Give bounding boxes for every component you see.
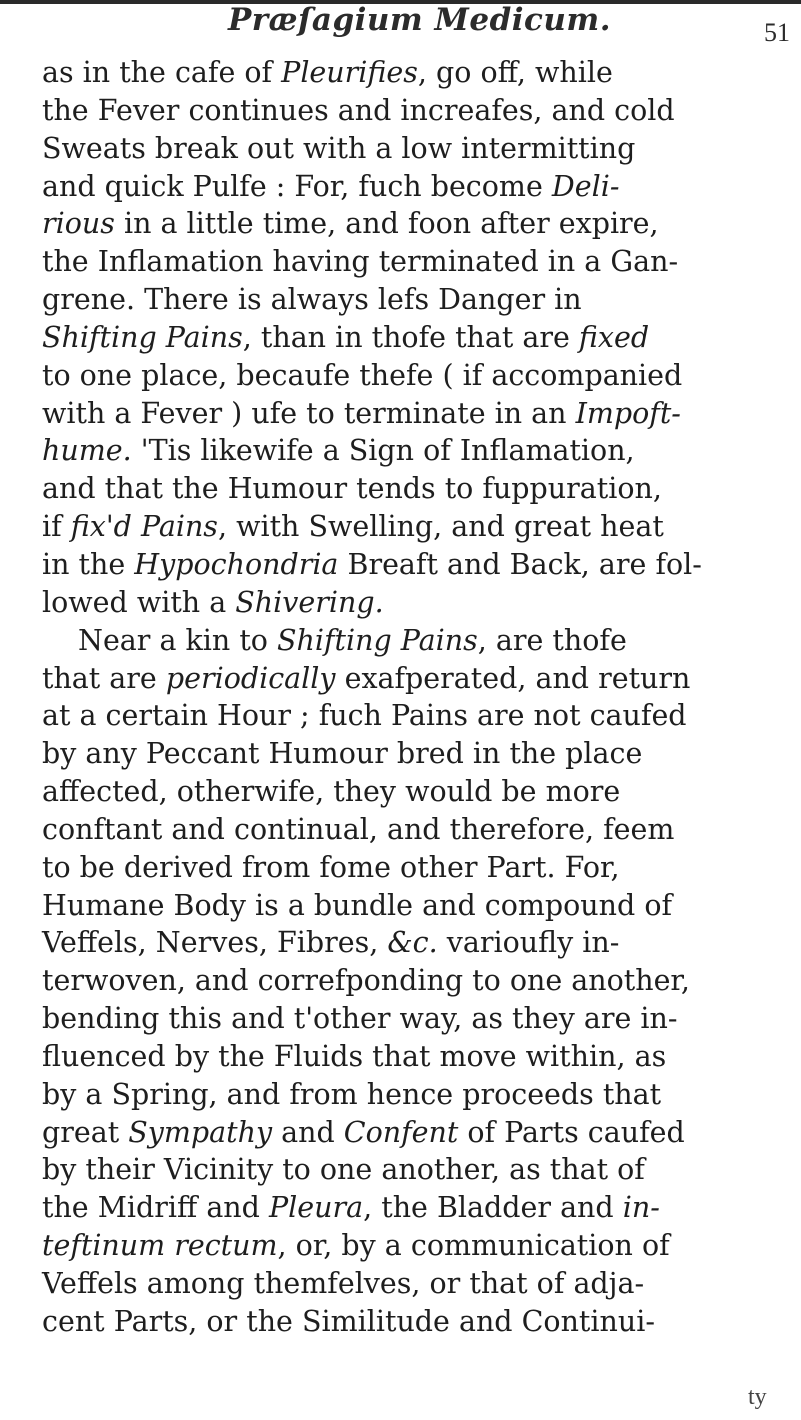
- text-run: conftant and continual, and therefore, feem: [42, 812, 675, 846]
- text-line: [42, 92, 772, 130]
- text-line: [42, 1303, 772, 1341]
- italic-run: Hypochondria: [134, 547, 339, 581]
- text-run: and that the Humour tends to fuppuration,: [42, 472, 662, 506]
- text-run: and quick Pulfe : For, fuch become: [42, 169, 552, 203]
- text-line: [42, 470, 772, 508]
- text-run: great: [42, 1115, 129, 1149]
- catchword: ty: [748, 1384, 767, 1410]
- text-run: of Parts caufed: [458, 1115, 685, 1149]
- text-run: Humane Body is a bundle and compound of: [42, 888, 673, 922]
- text-run: , go off, while: [417, 56, 613, 89]
- text-run: in the: [42, 547, 135, 581]
- text-line: [42, 962, 772, 1000]
- text-run: varioufly in-: [437, 926, 620, 960]
- text-line: [42, 168, 772, 206]
- text-line: [42, 508, 772, 546]
- italic-run: Deli-: [551, 169, 620, 203]
- text-run: the Fever continues and increafes, and cold: [42, 93, 675, 127]
- body-text: [42, 54, 772, 1341]
- italic-run: Shifting Pains: [277, 623, 478, 657]
- italic-run: fix'd Pains: [70, 510, 218, 544]
- text-line: [42, 887, 772, 925]
- text-line: [42, 811, 772, 849]
- text-run: grene. There is always lefs Danger in: [42, 283, 582, 317]
- page-number: 51: [764, 18, 790, 47]
- paragraph-start-line: [42, 622, 772, 660]
- text-run: affected, otherwife, they would be more: [42, 775, 621, 809]
- text-run: , the Bladder and: [363, 1191, 623, 1225]
- text-run: Breaft and Back, are fol-: [338, 547, 702, 581]
- text-line: [42, 357, 772, 395]
- text-run: to one place, becaufe thefe ( if accompanied: [42, 358, 683, 392]
- text-run: lowed with a: [42, 585, 236, 619]
- text-run: by a Spring, and from hence proceeds that: [42, 1077, 662, 1111]
- text-line: [42, 660, 772, 698]
- text-run: at a certain Hour ; fuch Pains are not caufed: [42, 699, 687, 733]
- text-run: Veffels among themfelves, or that of adja-: [42, 1267, 645, 1300]
- text-line: [42, 1151, 772, 1189]
- text-line: [42, 319, 772, 357]
- text-line: [42, 849, 772, 887]
- text-line: [42, 1227, 772, 1265]
- text-line: [42, 584, 772, 622]
- text-run: cent Parts, or the Similitude and Continui-: [42, 1304, 655, 1338]
- text-line: [42, 1189, 772, 1227]
- text-run: by any Peccant Humour bred in the place: [42, 737, 643, 771]
- italic-run: teftinum rectum: [42, 1229, 278, 1263]
- text-line: [42, 1114, 772, 1152]
- text-run: to be derived from fome other Part. For,: [42, 850, 620, 884]
- text-run: , than in thofe that are: [242, 320, 579, 354]
- text-run: Sweats break out with a low intermitting: [42, 131, 636, 165]
- text-run: fluenced by the Fluids that move within, as: [42, 1039, 667, 1073]
- text-line: [42, 205, 772, 243]
- text-run: the Midriff and: [42, 1191, 269, 1225]
- text-run: 'Tis likewife a Sign of Inflamation,: [131, 434, 635, 468]
- text-run: the Inflamation having terminated in a Gan-: [42, 245, 679, 279]
- text-run: and: [272, 1115, 344, 1149]
- text-line: [42, 773, 772, 811]
- text-run: Near a kin to: [78, 623, 277, 657]
- italic-run: &c.: [387, 926, 438, 960]
- text-line: [42, 243, 772, 281]
- text-line: [42, 697, 772, 735]
- text-line: [42, 1038, 772, 1076]
- running-title: Præſagium Medicum.: [228, 2, 612, 38]
- text-run: with a Fever ) ufe to terminate in an: [42, 396, 576, 430]
- running-head: [0, 2, 801, 47]
- italic-run: Shifting Pains: [42, 320, 243, 354]
- text-run: , are thofe: [477, 623, 627, 657]
- italic-run: fixed: [578, 320, 650, 354]
- text-run: , or, by a communication of: [277, 1229, 670, 1263]
- text-run: , with Swelling, and great heat: [217, 510, 664, 544]
- text-run: that are: [42, 661, 166, 695]
- italic-run: Pleurifies: [281, 56, 418, 89]
- text-line: [42, 546, 772, 584]
- text-line: [42, 54, 772, 92]
- text-line: [42, 432, 772, 470]
- text-line: [42, 281, 772, 319]
- text-line: [42, 130, 772, 168]
- italic-run: periodically: [165, 661, 336, 695]
- text-run: by their Vicinity to one another, as that of: [42, 1153, 645, 1187]
- italic-run: Impoft-: [575, 396, 681, 430]
- text-run: in a little time, and foon after expire,: [114, 207, 659, 241]
- text-line: [42, 1265, 772, 1303]
- italic-run: Confent: [343, 1115, 459, 1149]
- italic-run: rious: [42, 207, 115, 241]
- text-run: if: [42, 510, 71, 544]
- text-run: exafperated, and return: [335, 661, 691, 695]
- text-run: bending this and t'other way, as they are in-: [42, 1002, 678, 1036]
- text-run: Veffels, Nerves, Fibres,: [42, 926, 388, 960]
- text-line: [42, 1076, 772, 1114]
- italic-run: Sympathy: [128, 1115, 273, 1149]
- text-line: [42, 1000, 772, 1038]
- italic-run: in-: [622, 1191, 660, 1225]
- italic-run: Shivering.: [235, 585, 384, 619]
- text-line: [42, 924, 772, 962]
- text-line: [42, 735, 772, 773]
- text-run: terwoven, and correfponding to one another,: [42, 964, 690, 998]
- text-run: as in the cafe of: [42, 56, 282, 89]
- italic-run: Pleura: [268, 1191, 364, 1225]
- text-line: [42, 395, 772, 433]
- italic-run: hume.: [42, 434, 132, 468]
